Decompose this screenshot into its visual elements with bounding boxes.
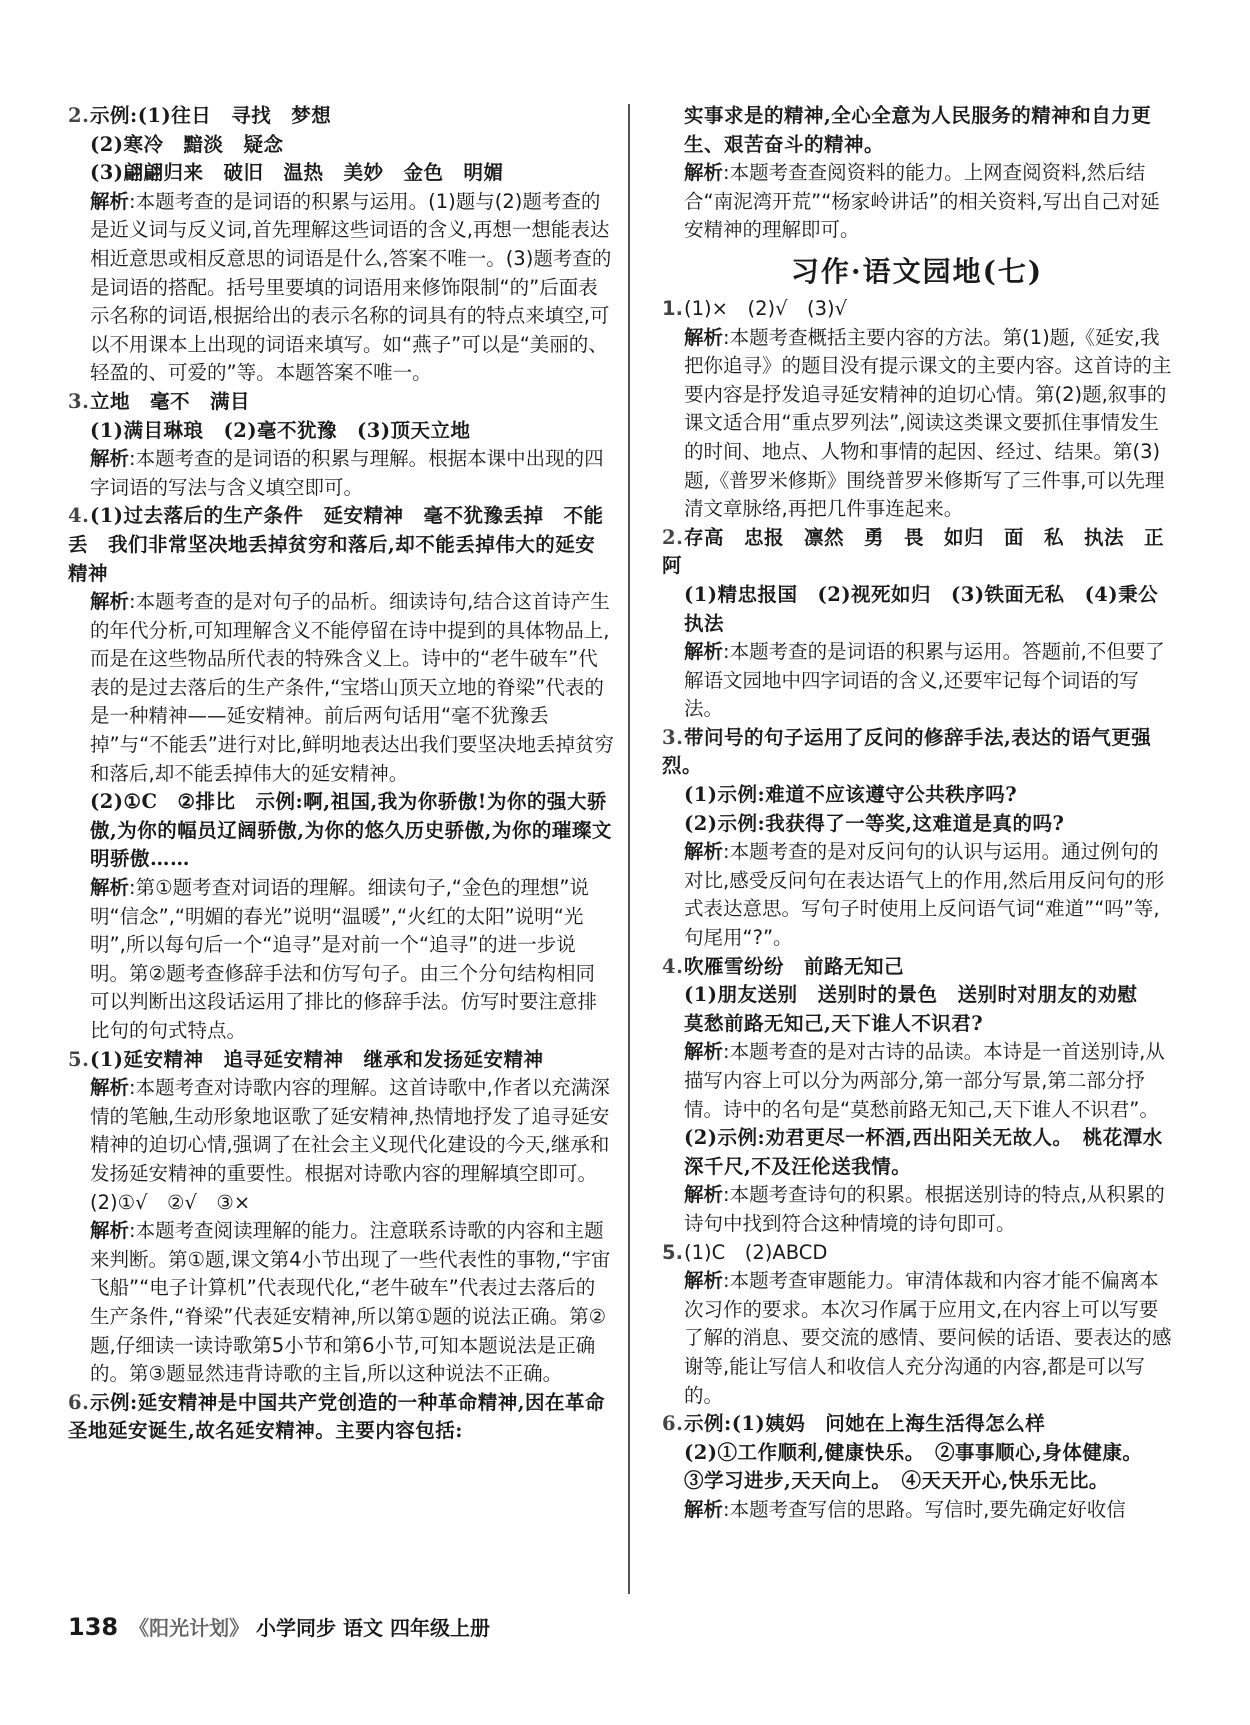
explanation-paragraph — [662, 838, 1172, 952]
explanation-label: 解析 — [684, 161, 724, 185]
answer-text: :本题考查概括主要内容的方法。第(1)题,《延安,我把你追寻》的题目没有提示课文的主要内容。这首诗的主要内容是抒发追寻延安精神的迫切心情。第(2)题,叙事的课文适合用“重点罗列法”,阅读这类课文要抓住事情发生的时间、地点、人物和事情的起因、经过、结果。第(3)题,《普罗米修斯》围绕普罗米修斯写了三件事,可以先理清文章脉络,再把几件事连起来。 — [684, 325, 1172, 521]
answer-text: :本题考查的是对反问句的认识与运用。通过例句的对比,感受反问句在表达语气上的作用,然后用反问句的形式表达意思。写句子时使用上反问语气词“难道”“吗”等,句尾用“?”。 — [684, 840, 1165, 950]
explanation-paragraph — [662, 638, 1172, 724]
explanation-paragraph — [68, 188, 614, 388]
question-number: 4. — [662, 954, 684, 978]
answer-text: 示例:(1)往日 寻找 梦想 — [90, 104, 332, 127]
answer-line — [662, 810, 1172, 839]
answer-text: :本题考查审题能力。审清体裁和内容才能不偏离本次习作的要求。本次习作属于应用文,在内容上可以写要了解的消息、要交流的感情、要问候的话语、要表达的感谢等,能让写信人和收信人充分沟通的内容,都是可以写的。 — [684, 1269, 1172, 1407]
answer-text: :本题考查的是词语的积累与运用。答题前,不但要了解语文园地中四字词语的含义,还要牢记每个词语的写法。 — [684, 640, 1165, 721]
answer-text: 吹雁雪纷纷 前路无知己 — [684, 954, 905, 978]
answer-text: (1)示例:难道不应该遵守公共秩序吗? — [684, 783, 1018, 807]
explanation-label: 解析 — [90, 189, 130, 213]
explanation-label: 解析 — [684, 1183, 724, 1207]
question-number: 5. — [662, 1240, 683, 1264]
answer-text: :本题考查写信的思路。写信时,要先确定好收信 — [723, 1497, 1126, 1521]
answer-text: (1)C (2)ABCD — [684, 1240, 828, 1264]
answer-line — [662, 724, 1172, 781]
explanation-label: 解析 — [684, 640, 724, 664]
answer-text: (2)①C ②排比 示例:啊,祖国,我为你骄傲!为你的强大骄傲,为你的幅员辽阔骄傲,为你的悠久历史骄傲,为你的璀璨文明骄傲…… — [90, 790, 612, 871]
question-number: 3. — [662, 725, 684, 749]
answer-text: :本题考查的是对古诗的品读。本诗是一首送别诗,从描写内容上可以分为两部分,第一部分写景,第二部分抒情。诗中的名句是“莫愁前路无知己,天下谁人不识君”。 — [684, 1040, 1165, 1121]
answer-line — [68, 102, 614, 131]
column-divider — [628, 104, 630, 1594]
answer-text: :本题考查对诗歌内容的理解。这首诗歌中,作者以充满深情的笔触,生动形象地讴歌了延安精神,热情地抒发了追寻延安精神的迫切心情,强调了在社会主义现代化建设的今天,继承和发扬延安精神的重要性。根据对诗歌内容的理解填空即可。 — [90, 1076, 610, 1185]
answer-line — [68, 502, 614, 588]
left-column — [68, 102, 614, 1446]
explanation-paragraph — [662, 1267, 1172, 1410]
answer-text: :本题考查的是对句子的品析。细读诗句,结合这首诗产生的年代分析,可知理解含义不能停留在诗中提到的具体物品上,而是在这些物品所代表的特殊含义上。诗中的“老牛破车”代表的是过去落后的生产条件,“宝塔山顶天立地的脊梁”代表的是一种精神——延安精神。前后两句话用“毫不犹豫丢掉”与“不能丢”进行对比,鲜明地表达出我们要坚决地丢掉贫穷和落后,却不能丢掉伟大的延安精神。 — [90, 590, 615, 785]
answer-line — [662, 953, 1172, 982]
book-title: 小学同步 语文 四年级上册 — [256, 1616, 490, 1640]
brand-name: 《阳光计划》 — [129, 1616, 250, 1640]
answer-text: (2)寒冷 黯淡 疑念 — [90, 132, 284, 156]
answer-line — [662, 102, 1172, 159]
answer-line — [662, 295, 1172, 324]
answer-text: :本题考查阅读理解的能力。注意联系诗歌的内容和主题来判断。第①题,课文第4小节出现了一些代表性的事物,“宇宙飞船”“电子计算机”代表现代化,“老牛破车”代表过去落后的生产条件,“脊梁”代表延安精神,所以第①题的说法正确。第②题,仔细读一读诗歌第5小节和第6小节,可知本题说法是正确的。第③题显然违背诗歌的主旨,所以这种说法不正确。 — [90, 1219, 611, 1386]
explanation-paragraph — [68, 1217, 614, 1389]
answer-text: 实事求是的精神,全心全意为人民服务的精神和自力更生、艰苦奋斗的精神。 — [684, 104, 1152, 156]
answer-text: (2)①工作顺利,健康快乐。 ②事事顺心,身体健康。 ③学习进步,天天向上。 ④天天开心,快乐无比。 — [684, 1440, 1153, 1493]
answer-text: 立地 毫不 满目 — [90, 389, 251, 413]
answer-text: (1)过去落后的生产条件 延安精神 毫不犹豫丢掉 不能丢 我们非常坚决地丢掉贫穷和落后,却不能丢掉伟大的延安精神 — [68, 504, 604, 585]
explanation-label: 解析 — [684, 840, 724, 864]
explanation-paragraph — [662, 1038, 1172, 1124]
answer-line — [662, 981, 1172, 1038]
answer-text: :本题考查的是词语的积累与理解。根据本课中出现的四字词语的写法与含义填空即可。 — [90, 447, 604, 499]
answer-line — [68, 159, 614, 188]
answer-text: (1)朋友送别 送别时的景色 送别时对朋友的劝慰 莫愁前路无知己,天下谁人不识君? — [684, 983, 1158, 1035]
answer-line — [68, 388, 614, 417]
explanation-label: 解析 — [90, 590, 130, 614]
page-footer — [68, 1612, 490, 1641]
explanation-label: 解析 — [90, 876, 130, 900]
explanation-paragraph — [662, 324, 1172, 524]
answer-line — [68, 1189, 614, 1218]
explanation-paragraph — [68, 1074, 614, 1188]
question-number: 2. — [68, 104, 90, 127]
explanation-label: 解析 — [684, 1497, 724, 1521]
question-number: 6. — [68, 1390, 90, 1414]
answer-text: (1)延安精神 追寻延安精神 继承和发扬延安精神 — [90, 1047, 544, 1071]
question-number: 2. — [662, 525, 684, 549]
explanation-label: 解析 — [90, 1076, 130, 1100]
answer-text: 示例:(1)姨妈 问她在上海生活得怎么样 — [684, 1412, 1046, 1436]
explanation-label: 解析 — [684, 325, 724, 349]
question-number: 4. — [68, 504, 90, 528]
question-number: 3. — [68, 389, 90, 413]
right-column — [662, 102, 1185, 1525]
answer-text: 存高 忠报 凛然 勇 畏 如归 面 私 执法 正 阿 — [662, 525, 1185, 578]
explanation-label: 解析 — [90, 447, 130, 471]
answer-text: :本题考查诗句的积累。根据送别诗的特点,从积累的诗句中找到符合这种情境的诗句即可。 — [684, 1183, 1165, 1235]
answer-text: 示例:延安精神是中国共产党创造的一种革命精神,因在革命圣地延安诞生,故名延安精神。主要内容包括: — [68, 1390, 605, 1443]
answer-line — [662, 581, 1172, 638]
question-number: 5. — [68, 1047, 90, 1071]
answer-text: :本题考查查阅资料的能力。上网查阅资料,然后结合“南泥湾开荒”“杨家岭讲话”的相关资料,写出自己对延安精神的理解即可。 — [684, 161, 1160, 242]
answer-line — [662, 781, 1172, 810]
answer-line — [68, 131, 614, 160]
explanation-label: 解析 — [90, 1219, 130, 1243]
answer-text: (1)满目琳琅 (2)毫不犹豫 (3)顶天立地 — [90, 418, 471, 442]
answer-line — [662, 1239, 1172, 1268]
explanation-paragraph — [662, 1496, 1172, 1525]
explanation-label: 解析 — [684, 1040, 724, 1064]
question-number: 1. — [662, 296, 683, 320]
answer-line — [68, 1046, 614, 1075]
answer-line — [662, 524, 1185, 581]
question-number: 6. — [662, 1412, 684, 1436]
explanation-paragraph — [68, 874, 614, 1046]
answer-line — [662, 1410, 1172, 1439]
explanation-paragraph — [662, 1181, 1172, 1238]
answer-text: (3)翩翩归来 破旧 温热 美妙 金色 明媚 — [90, 161, 504, 185]
answer-line — [662, 1439, 1172, 1496]
answer-line — [68, 1389, 614, 1446]
answer-line — [68, 417, 614, 446]
answer-text: (2)示例:劝君更尽一杯酒,西出阳关无故人。 桃花潭水深千尺,不及汪伦送我情。 — [684, 1126, 1163, 1178]
answer-line — [662, 1124, 1172, 1181]
answer-text: (2)①√ ②√ ③× — [90, 1190, 251, 1214]
answer-text: (1)× (2)√ (3)√ — [684, 296, 848, 320]
explanation-paragraph — [662, 159, 1172, 245]
answer-text: :第①题考查对词语的理解。细读句子,“金色的理想”说明“信念”,“明媚的春光”说明“温暖”,“火红的太阳”说明“光明”,所以每句后一个“追寻”是对前一个“追寻”的进一步说明。第②题考查修辞手法和仿写句子。由三个分句结构相同可以判断出这段话运用了排比的修辞手法。仿写时要注意排比句的句式特点。 — [90, 876, 598, 1042]
answer-text: (1)精忠报国 (2)视死如归 (3)铁面无私 (4)秉公执法 — [684, 582, 1159, 635]
answer-line — [68, 788, 614, 874]
explanation-paragraph — [68, 445, 614, 502]
answer-text: 带问号的句子运用了反问的修辞手法,表达的语气更强烈。 — [662, 725, 1152, 778]
answer-text: :本题考查的是词语的积累与运用。(1)题与(2)题考查的是近义词与反义词,首先理解这些词语的含义,再想一想能表达相近意思或相反意思的词语是什么,答案不唯一。(3)题考查的是词语的搭配。括号里要填的词语用来修饰限制“的”后面表示名称的词语,根据给出的表示名称的词具有的特点来填空,可以不用课本上出现的词语来填写。如“燕子”可以是“美丽的、轻盈的、可爱的”等。本题答案不唯一。 — [90, 189, 612, 385]
section-title: 习作·语文园地(七) — [790, 254, 1044, 288]
explanation-label: 解析 — [684, 1269, 724, 1293]
answer-text: (2)示例:我获得了一等奖,这难道是真的吗? — [684, 811, 1065, 835]
explanation-paragraph — [68, 588, 614, 788]
page-number: 138 — [68, 1613, 119, 1641]
